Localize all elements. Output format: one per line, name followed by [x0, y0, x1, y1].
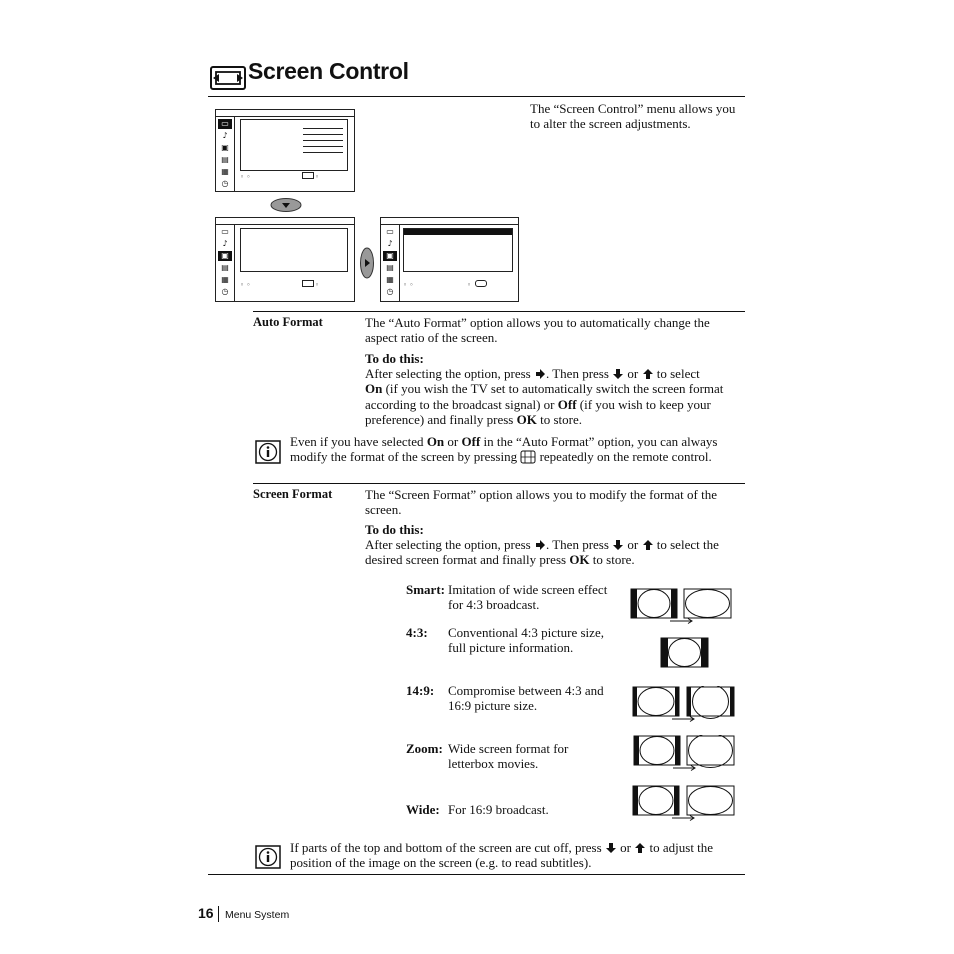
- wide-format-illustration: [632, 785, 736, 823]
- smart-format-illustration: [630, 588, 734, 626]
- page-number: 16: [198, 905, 214, 921]
- format-desc-smart: Imitation of wide screen effect for 4:3 broadcast.: [448, 582, 608, 613]
- format-desc-wide: For 16:9 broadcast.: [448, 802, 549, 817]
- picture-menu-icon: ▭: [386, 227, 394, 236]
- page-title: Screen Control: [248, 58, 409, 84]
- format-name-14-9: 14:9:: [406, 683, 435, 698]
- menu-screen-screen-control-open: ▭ ♪ ▣ ▤ ▦ ◷ ◦ ◦ ◦: [380, 217, 519, 302]
- screen-menu-icon: ▣: [221, 143, 229, 152]
- features-menu-icon: ▤: [221, 155, 229, 164]
- right-arrow-icon: [534, 368, 546, 380]
- screen-format-todo: To do this:: [365, 522, 424, 537]
- screen-menu-icon: ▣: [218, 251, 232, 261]
- note-screen-position: If parts of the top and bottom of the screen are cut off, press or to adjust the position of the image on the screen (e.g. to read subtitles).: [290, 840, 714, 871]
- menu-screen-main: ▭ ♪ ▣ ▤ ▦ ◷ ◦ ◦ ◦: [215, 109, 355, 192]
- down-arrow-icon: [612, 539, 624, 551]
- screen-menu-icon: ▣: [383, 251, 397, 261]
- timer-menu-icon: ◷: [221, 287, 229, 296]
- format-desc-14-9: Compromise between 4:3 and 16:9 picture size.: [448, 683, 604, 714]
- note-auto-format: Even if you have selected On or Off in the “Auto Format” option, you can always modify the format of the screen by pressing repeatedly on the remote control.: [290, 434, 718, 465]
- up-arrow-icon: [642, 539, 654, 551]
- picture-menu-icon: ▭: [218, 119, 232, 129]
- format-name-wide: Wide:: [406, 802, 440, 817]
- setup-menu-icon: ▦: [221, 275, 229, 284]
- up-arrow-icon: [642, 368, 654, 380]
- screen-format-instructions: After selecting the option, press . Then press or to select the desired screen format and finally press OK to store.: [365, 537, 719, 568]
- format-desc-4-3: Conventional 4:3 picture size, full picture information.: [448, 625, 604, 656]
- picture-menu-icon: ▭: [221, 227, 229, 236]
- sound-menu-icon: ♪: [222, 131, 228, 140]
- section-rule: [253, 311, 745, 312]
- section-rule: [253, 483, 745, 484]
- auto-format-todo: To do this:: [365, 351, 424, 366]
- intro-text: The “Screen Control” menu allows you to alter the screen adjustments.: [530, 101, 736, 132]
- section-name: Menu System: [225, 909, 290, 921]
- format-name-4-3: 4:3:: [406, 625, 428, 640]
- screen-format-button-icon: [520, 450, 536, 464]
- features-menu-icon: ▤: [386, 263, 394, 272]
- menu-screen-screen-control: ▭ ♪ ▣ ▤ ▦ ◷ ◦ ◦ ◦: [215, 217, 355, 302]
- footer-divider: [218, 906, 219, 922]
- 14-9-format-illustration: [632, 686, 736, 724]
- screen-control-icon: [210, 66, 246, 90]
- bottom-rule: [208, 874, 745, 875]
- info-icon: [255, 845, 281, 869]
- setup-menu-icon: ▦: [221, 167, 229, 176]
- sound-menu-icon: ♪: [387, 239, 393, 248]
- 4-3-format-illustration: [660, 637, 710, 669]
- right-arrow-icon: [534, 539, 546, 551]
- up-arrow-icon: [634, 842, 646, 854]
- auto-format-label: Auto Format: [253, 315, 323, 329]
- screen-format-label: Screen Format: [253, 487, 333, 501]
- screen-format-desc: The “Screen Format” option allows you to modify the format of the screen.: [365, 487, 717, 518]
- down-arrow-icon: [605, 842, 617, 854]
- format-desc-zoom: Wide screen format for letterbox movies.: [448, 741, 569, 772]
- sound-menu-icon: ♪: [222, 239, 228, 248]
- auto-format-instructions: After selecting the option, press . Then press or to select On (if you wish the TV set to automatically switch the screen format according to the broadcast signal) or Off (if you wish to keep your preference) and finally press OK to store.: [365, 366, 724, 427]
- down-arrow-icon: [612, 368, 624, 380]
- format-name-zoom: Zoom:: [406, 741, 443, 756]
- auto-format-desc: The “Auto Format” option allows you to automatically change the aspect ratio of the screen.: [365, 315, 710, 346]
- joystick-right-icon: [359, 247, 375, 279]
- timer-menu-icon: ◷: [221, 179, 229, 188]
- info-icon: [255, 440, 281, 464]
- format-name-smart: Smart:: [406, 582, 445, 597]
- joystick-down-icon: [270, 197, 302, 213]
- zoom-format-illustration: [633, 735, 737, 773]
- title-rule: [208, 96, 745, 97]
- timer-menu-icon: ◷: [386, 287, 394, 296]
- setup-menu-icon: ▦: [386, 275, 394, 284]
- features-menu-icon: ▤: [221, 263, 229, 272]
